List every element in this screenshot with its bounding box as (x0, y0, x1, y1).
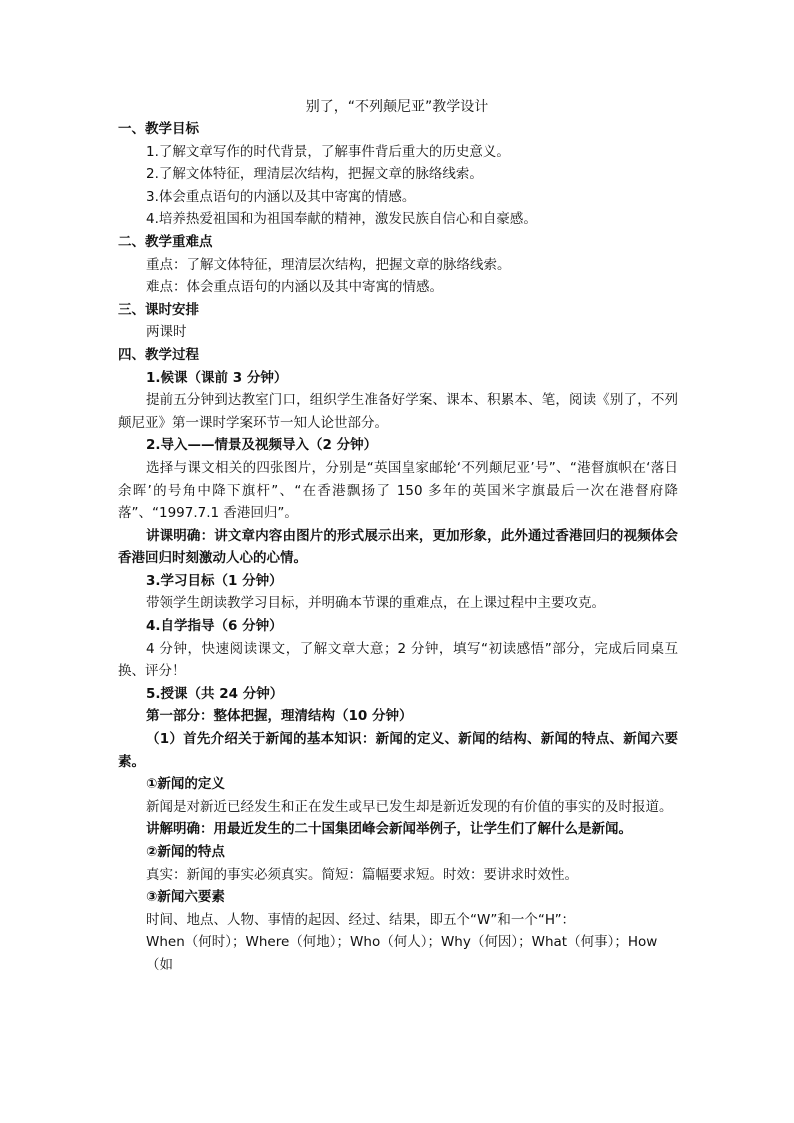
news-features-text: 真实：新闻的事实必须真实。简短：篇幅要求短。时效：要讲求时效性。 (146, 866, 578, 883)
document-title: 别了，“不列颠尼亚”教学设计 (305, 99, 489, 115)
schedule-text: 两课时 (146, 324, 187, 341)
section-heading-objectives: 一、教学目标 (118, 121, 199, 137)
part-1-intro: （1）首先介绍关于新闻的基本知识：新闻的定义、新闻的结构、新闻的特点、新闻六要素。 (118, 731, 678, 770)
step-1-title: 1.候课（课前 3 分钟） (146, 369, 288, 386)
section-heading-schedule: 三、课时安排 (118, 301, 199, 318)
news-six-elements-line: When（何时）；Where（何地）；Who（何人）；Why（何因）；What（何事）；How（如 (146, 934, 658, 973)
news-six-elements-title: ③新闻六要素 (146, 889, 225, 906)
step-1-text: 提前五分钟到达教室门口，组织学生准备好学案、课本、积累本、笔，阅读《别了，不列颠尼亚》第一课时学案环节一知人论世部分。 (118, 392, 678, 431)
step-2-text: 选择与课文相关的四张图片，分别是“英国皇家邮轮‘不列颠尼亚’号”、“港督旗帜在‘落日余晖’的号角中降下旗杆”、“在香港飘扬了 150 多年的英国米字旗最后一次在港督府降落”、“1997.7.1 香港回归”。 (118, 459, 678, 522)
difficult-point-text: 难点：体会重点语句的内涵以及其中寄寓的情感。 (146, 279, 443, 296)
section-heading-process: 四、教学过程 (118, 346, 199, 363)
news-definition-text: 新闻是对新近已经发生和正在发生或早已发生却是新近发现的有价值的事实的及时报道。 (146, 798, 673, 815)
step-4-title: 4.自学指导（6 分钟） (146, 618, 283, 635)
step-2-note: 讲课明确：讲文章内容由图片的形式展示出来，更加形象，此外通过香港回归的视频体会香港回归时刻激动人心的心情。 (118, 527, 678, 567)
objective-item-2: 2.了解文体特征，理清层次结构，把握文章的脉络线索。 (146, 166, 483, 183)
objective-item-3: 3.体会重点语句的内涵以及其中寄寓的情感。 (146, 188, 416, 205)
step-3-title: 3.学习目标（1 分钟） (146, 572, 283, 589)
objective-item-1: 1.了解文章写作的时代背景，了解事件背后重大的历史意义。 (146, 143, 510, 160)
step-5-title: 5.授课（共 24 分钟） (146, 685, 284, 702)
news-features-title: ②新闻的特点 (146, 844, 225, 860)
step-4-text: 4 分钟，快速阅读课文，了解文章大意；2 分钟，填写“初读感悟”部分，完成后同桌互换、评分！ (118, 640, 678, 680)
news-definition-title: ①新闻的定义 (146, 776, 225, 793)
part-1-title: 第一部分：整体把握，理清结构（10 分钟） (146, 708, 413, 725)
objective-item-4: 4.培养热爱祖国和为祖国奉献的精神，激发民族自信心和自豪感。 (146, 211, 537, 228)
section-heading-key-points: 二、教学重难点 (118, 233, 213, 250)
step-3-text: 带领学生朗读教学习目标，并明确本节课的重难点，在上课过程中主要攻克。 (146, 595, 605, 612)
news-six-elements-text: 时间、地点、人物、事情的起因、经过、结果，即五个“W”和一个“H”： (146, 911, 576, 928)
news-definition-note: 讲解明确：用最近发生的二十国集团峰会新闻举例子，让学生们了解什么是新闻。 (146, 821, 632, 838)
document-body (118, 118, 678, 977)
step-2-title: 2.导入——情景及视频导入（2 分钟） (146, 437, 378, 454)
key-point-text: 重点：了解文体特征，理清层次结构，把握文章的脉络线索。 (146, 256, 511, 273)
